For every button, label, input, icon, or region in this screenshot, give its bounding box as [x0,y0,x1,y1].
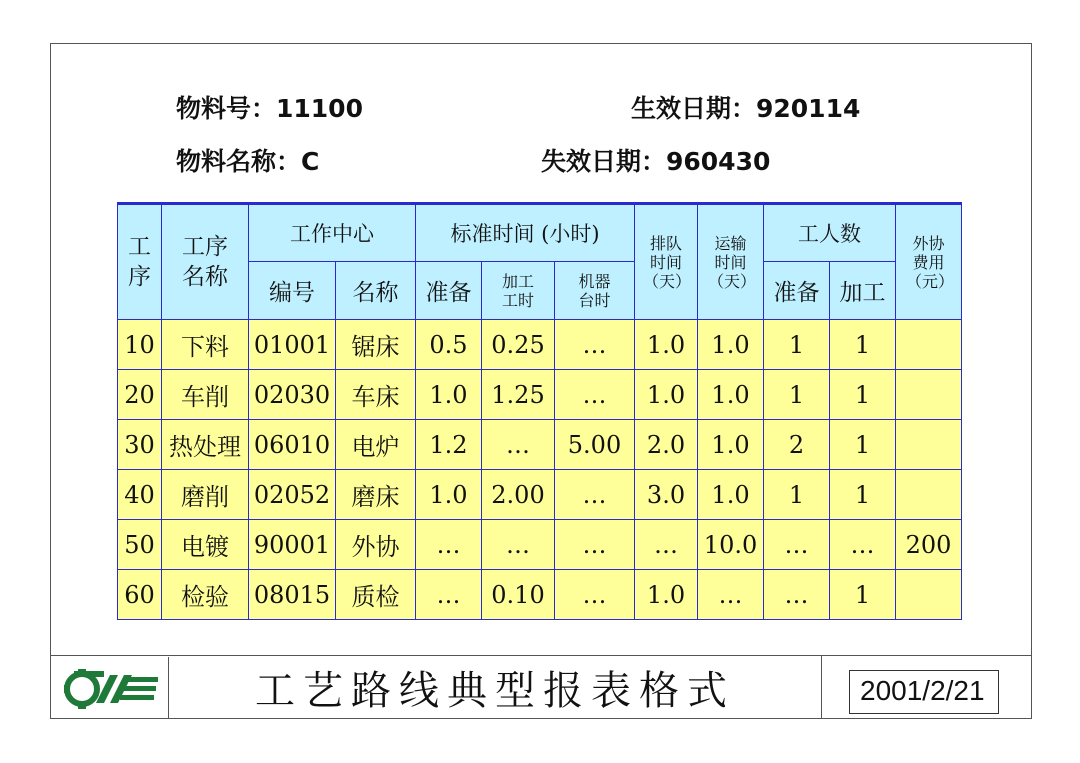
cell-op-name: 电镀 [162,520,249,570]
header-move-time: 运输时间（天） [698,204,764,320]
cell-std-machine: … [555,320,635,370]
header-queue-time: 排队时间（天） [635,204,698,320]
header-standard-time: 标准时间 (小时) [416,204,635,262]
cell-op-name: 热处理 [162,420,249,470]
material-number: 物料号：11100 [176,94,363,123]
cell-worker-setup: 1 [764,320,830,370]
cell-seq: 30 [118,420,162,470]
effective-date: 生效日期：920114 [631,94,861,123]
header-std-setup: 准备 [416,262,482,320]
cell-wc-code: 02052 [249,470,336,520]
cell-op-name: 磨削 [162,470,249,520]
routing-table [117,202,962,620]
cell-seq: 20 [118,370,162,420]
cell-wc-name: 锯床 [336,320,416,370]
cell-wc-name: 质检 [336,570,416,620]
header-outsource-cost: 外协费用（元） [896,204,962,320]
cell-wc-name: 磨床 [336,470,416,520]
cell-std-setup: 1.2 [416,420,482,470]
cell-queue: 3.0 [635,470,698,520]
header-sequence: 工序 [118,204,162,320]
cell-seq: 60 [118,570,162,620]
cell-seq: 40 [118,470,162,520]
header-worker-count: 工人数 [764,204,896,262]
cell-wc-name: 外协 [336,520,416,570]
cell-move: 10.0 [698,520,764,570]
cell-worker-setup: 1 [764,370,830,420]
slide-frame [50,43,1032,719]
cell-worker-run: … [830,520,896,570]
cell-wc-code: 90001 [249,520,336,570]
header-std-run: 加工工时 [482,262,555,320]
cell-std-machine: … [555,370,635,420]
cell-std-machine: … [555,470,635,520]
table-row [118,570,962,620]
cell-wc-code: 01001 [249,320,336,370]
cell-seq: 50 [118,520,162,570]
cell-outsource [896,370,962,420]
cell-move: 1.0 [698,470,764,520]
cell-move: 1.0 [698,420,764,470]
header-std-machine: 机器台时 [555,262,635,320]
cell-queue: 1.0 [635,570,698,620]
gear-logo-icon [52,657,169,718]
header-wc-name: 名称 [336,262,416,320]
cell-outsource: 200 [896,520,962,570]
cell-std-setup: 1.0 [416,470,482,520]
cell-worker-setup: 2 [764,420,830,470]
footer-title: 工艺路线典型报表格式 [255,667,735,714]
cell-std-run: 2.00 [482,470,555,520]
cell-queue: 2.0 [635,420,698,470]
cell-move: 1.0 [698,370,764,420]
footer-separator [821,656,822,718]
cell-worker-run: 1 [830,570,896,620]
cell-move: 1.0 [698,320,764,370]
footer-date: 2001/2/21 [849,670,999,714]
cell-std-setup: … [416,570,482,620]
cell-queue: 1.0 [635,370,698,420]
cell-op-name: 检验 [162,570,249,620]
table-row [118,370,962,420]
cell-std-setup: … [416,520,482,570]
cell-std-run: … [482,420,555,470]
cell-op-name: 车削 [162,370,249,420]
cell-wc-name: 电炉 [336,420,416,470]
header-work-center: 工作中心 [249,204,416,262]
table-row [118,420,962,470]
cell-std-machine: … [555,520,635,570]
cell-outsource [896,570,962,620]
cell-worker-setup: … [764,570,830,620]
cell-wc-code: 08015 [249,570,336,620]
table-row [118,320,962,370]
expiry-date: 失效日期：960430 [541,147,771,176]
cell-wc-code: 02030 [249,370,336,420]
cell-worker-run: 1 [830,370,896,420]
cell-seq: 10 [118,320,162,370]
cell-std-run: 0.25 [482,320,555,370]
header-wc-code: 编号 [249,262,336,320]
cell-worker-setup: 1 [764,470,830,520]
cell-outsource [896,470,962,520]
cell-std-machine: 5.00 [555,420,635,470]
header-worker-run: 加工 [830,262,896,320]
table-row [118,470,962,520]
cell-wc-code: 06010 [249,420,336,470]
cell-std-setup: 1.0 [416,370,482,420]
cell-queue: … [635,520,698,570]
cell-wc-name: 车床 [336,370,416,420]
cell-queue: 1.0 [635,320,698,370]
cell-worker-run: 1 [830,470,896,520]
cell-outsource [896,420,962,470]
cell-std-setup: 0.5 [416,320,482,370]
cell-std-run: 0.10 [482,570,555,620]
cell-worker-setup: … [764,520,830,570]
cell-worker-run: 1 [830,420,896,470]
table-row [118,520,962,570]
header-worker-setup: 准备 [764,262,830,320]
cell-worker-run: 1 [830,320,896,370]
cell-op-name: 下料 [162,320,249,370]
cell-std-machine: … [555,570,635,620]
cell-outsource [896,320,962,370]
header-operation-name: 工序名称 [162,204,249,320]
material-name: 物料名称：C [176,147,320,176]
cell-std-run: 1.25 [482,370,555,420]
cell-move: … [698,570,764,620]
cell-std-run: … [482,520,555,570]
